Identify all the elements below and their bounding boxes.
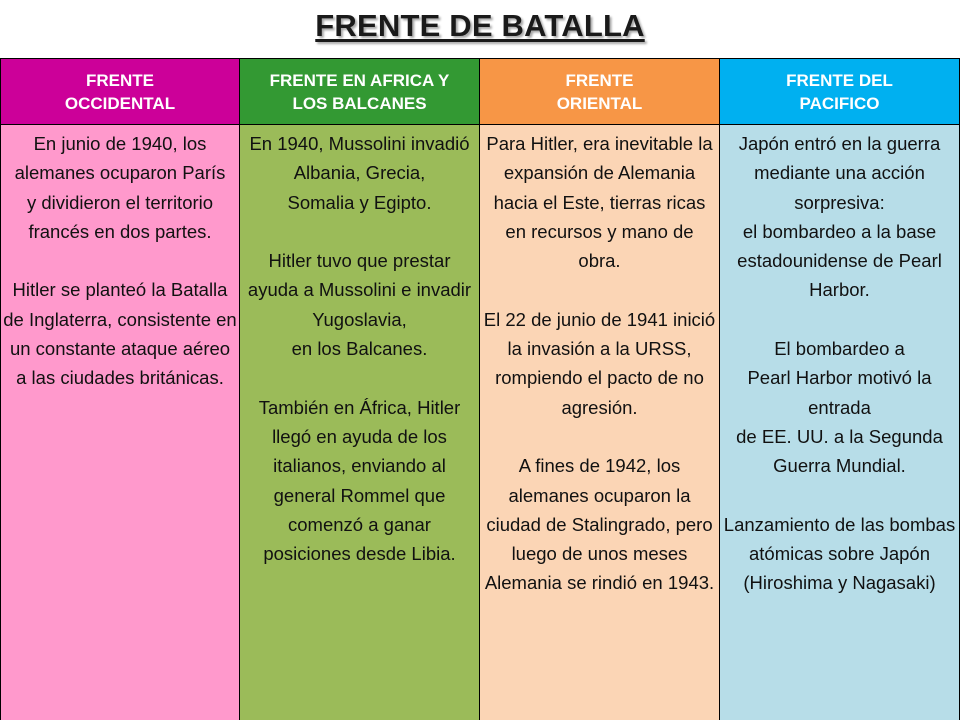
cell-frente-africa-balcanes: En 1940, Mussolini invadió Albania, Grecia, Somalia y Egipto. Hitler tuvo que prestar ayuda a Mussolini e invadir Yugoslavia, en los Balcanes. También en África, Hitler llegó en ayuda de los italianos, enviando al general Rommel que comenzó a ganar posiciones desde Libia. — [240, 125, 480, 720]
cell-frente-pacifico: Japón entró en la guerra mediante una acción sorpresiva: el bombardeo a la base estadounidense de Pearl Harbor. El bombardeo a Pearl Harbor motivó la entrada de EE. UU. a la Segunda Guerra Mundial. Lanzamiento de las bombas atómicas sobre Japón (Hiroshima y Nagasaki) — [720, 125, 960, 720]
header-frente-occidental: FRENTE OCCIDENTAL — [0, 58, 240, 125]
header-frente-oriental: FRENTE ORIENTAL — [480, 58, 720, 125]
header-frente-pacifico: FRENTE DEL PACIFICO — [720, 58, 960, 125]
header-frente-africa-balcanes: FRENTE EN AFRICA Y LOS BALCANES — [240, 58, 480, 125]
cell-frente-oriental: Para Hitler, era inevitable la expansión de Alemania hacia el Este, tierras ricas en recursos y mano de obra. El 22 de junio de 1941 inició la invasión a la URSS, rompiendo el pacto de no agresión. A fines de 1942, los alemanes ocuparon la ciudad de Stalingrado, pero luego de unos meses Alemania se rindió en 1943. — [480, 125, 720, 720]
cell-frente-occidental: En junio de 1940, los alemanes ocuparon París y dividieron el territorio francés en dos partes. Hitler se planteó la Batalla de Inglaterra, consistente en un constante ataque aéreo a las ciudades británicas. — [0, 125, 240, 720]
battle-fronts-table — [0, 58, 960, 720]
page-title: FRENTE DE BATALLA — [315, 8, 645, 43]
